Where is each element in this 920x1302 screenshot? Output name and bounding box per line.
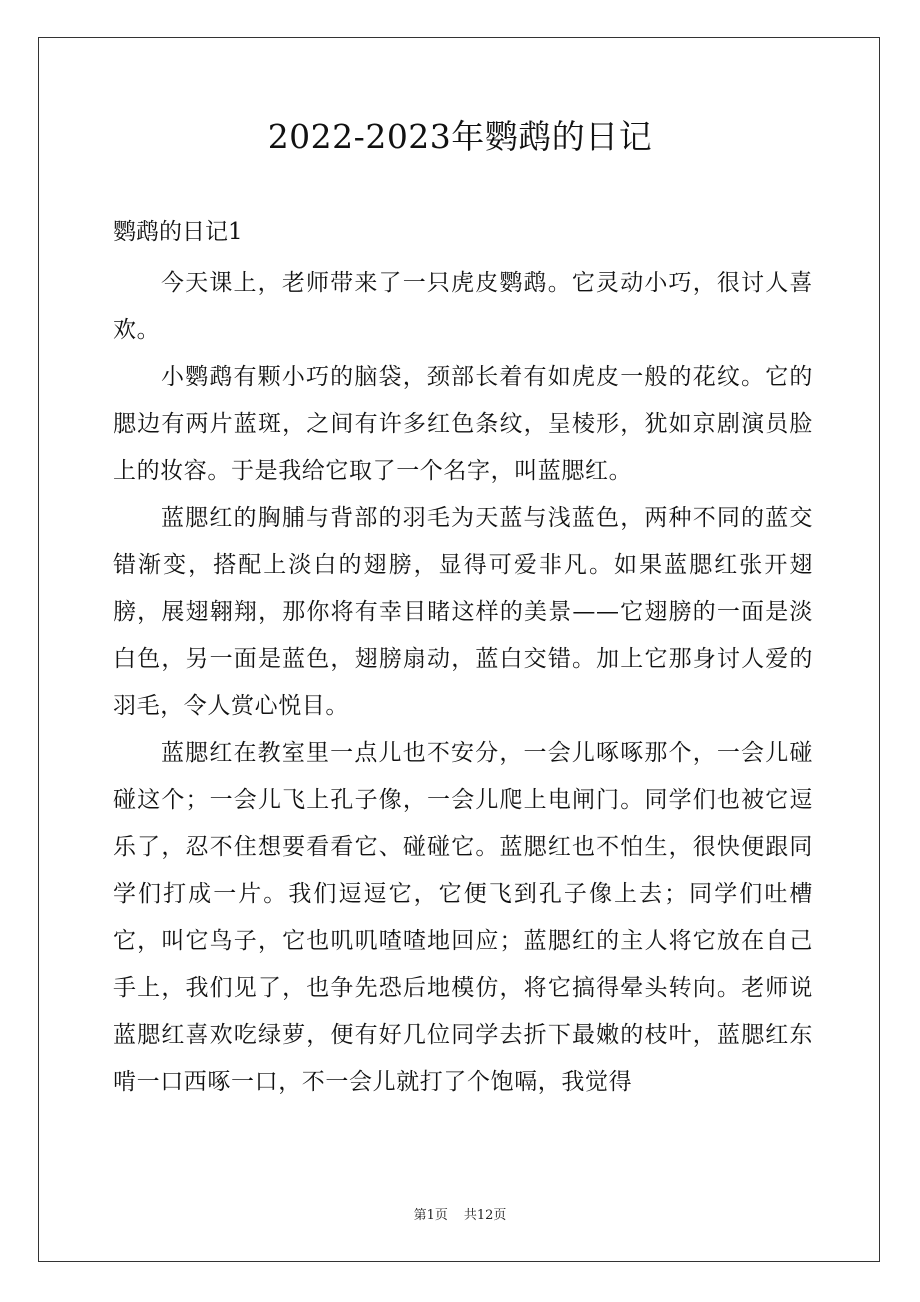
page-total: 共12页 — [463, 1208, 507, 1223]
page-footer — [0, 1207, 920, 1225]
paragraph-2: 小鹦鹉有颗小巧的脑袋，颈部长着有如虎皮一般的花纹。它的腮边有两片蓝斑，之间有许多红色条纹，呈棱形，犹如京剧演员脸上的妆容。于是我给它取了一个名字，叫蓝腮红。 — [113, 364, 813, 484]
page-number: 第1页 — [413, 1208, 448, 1223]
section-heading: 鹦鹉的日记1 — [113, 219, 243, 245]
document-body — [113, 214, 813, 1106]
document-title: 2022-2023年鹦鹉的日记 — [267, 117, 653, 156]
paragraph-3: 蓝腮红的胸脯与背部的羽毛为天蓝与浅蓝色，两种不同的蓝交错渐变，搭配上淡白的翅膀，显得可爱非凡。如果蓝腮红张开翅膀，展翅翱翔，那你将有幸目睹这样的美景——它翅膀的一面是淡白色，另一面是蓝色，翅膀扇动，蓝白交错。加上它那身讨人爱的羽毛，令人赏心悦目。 — [113, 505, 813, 719]
paragraph-1: 今天课上，老师带来了一只虎皮鹦鹉。它灵动小巧，很讨人喜欢。 — [113, 270, 813, 343]
paragraph-4: 蓝腮红在教室里一点儿也不安分，一会儿啄啄那个，一会儿碰碰这个；一会儿飞上孔子像，一会儿爬上电闸门。同学们也被它逗乐了，忍不住想要看看它、碰碰它。蓝腮红也不怕生，很快便跟同学们打成一片。我们逗逗它，它便飞到孔子像上去；同学们吐槽它，叫它鸟子，它也叽叽喳喳地回应；蓝腮红的主人将它放在自己手上，我们见了，也争先恐后地模仿，将它搞得晕头转向。老师说蓝腮红喜欢吃绿萝，便有好几位同学去折下最嫩的枝叶，蓝腮红东啃一口西啄一口，不一会儿就打了个饱嗝，我觉得 — [113, 740, 813, 1095]
